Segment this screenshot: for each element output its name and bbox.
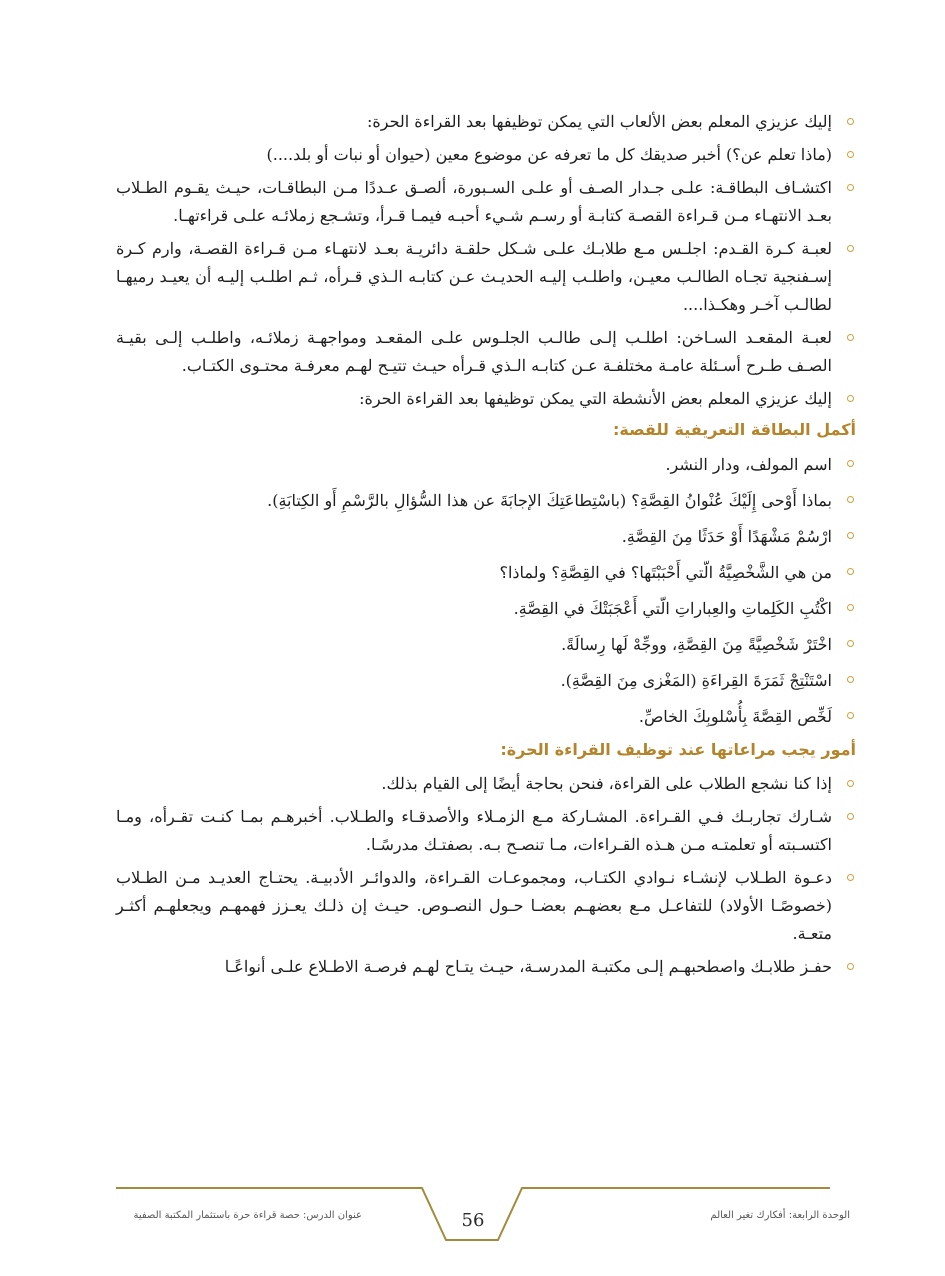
bullet-icon: [847, 118, 854, 125]
story-card-item: [116, 486, 856, 515]
intro-item-text: إليك عزيزي المعلم بعض الأنشطة التي يمكن توظيفها بعد القراءة الحرة:: [359, 389, 832, 408]
story-card-item-text: من هي الشَّخْصِيَّةُ الّتي أَحْبَبْتَها؟ في القِصَّةِ؟ ولماذا؟: [499, 563, 832, 582]
consideration-item-text: حفـز طلابـك واصطحبهـم إلـى مكتبـة المدرسـة، حيـث يتـاح لهـم فرصـة الاطـلاع علـى أنواعًـا: [224, 957, 832, 976]
consideration-item: [116, 864, 856, 948]
story-card-item-text: اسْتَنْتِجْ ثَمَرَةَ القِراءَةِ (المَغْزى مِنَ القِصَّةِ).: [560, 671, 832, 690]
bullet-icon: [847, 460, 854, 467]
footer-lesson-title: عنوان الدرس: حصة قراءة حرة باستثمار المكتبة الصفية: [133, 1210, 362, 1221]
story-card-item: [116, 450, 856, 479]
intro-item-text: اكتشـاف البطاقـة: علـى جـدار الصـف أو علـى السـبورة، ألصـق عـددًا مـن البطاقـات، حيـث يقـوم الطـلاب بعـد الانتهـاء مـن قـراءة القصـة كتابـة أو رسـم شـيء أحبـه فيمـا قـرأ، وتشـجع زملائـه علـى قراءتهـا.: [116, 178, 832, 225]
story-card-item-text: اسم المولف، ودار النشر.: [665, 455, 832, 474]
bullet-icon: [847, 395, 854, 402]
consideration-item-text: شـارك تجاربـك فـي القـراءة. المشـاركة مـع الزمـلاء والأصدقـاء والطـلاب. أخبرهـم بمـا كنـت تقـرأه، ومـا اكتسـبته أو تعلمتـه مـن هـذه القـراءات، مـا تنصـح بـه. بصفتـك مدرسًـا.: [116, 807, 832, 854]
intro-list: [116, 108, 856, 413]
intro-item: [116, 235, 856, 319]
considerations-list: [116, 770, 856, 981]
intro-item: [116, 108, 856, 136]
bullet-icon: [847, 813, 854, 820]
story-card-item: [116, 702, 856, 731]
intro-item-text: إليك عزيزي المعلم بعض الألعاب التي يمكن توظيفها بعد القراءة الحرة:: [366, 112, 832, 131]
intro-item: [116, 385, 856, 413]
story-card-item: [116, 630, 856, 659]
bullet-icon: [847, 963, 854, 970]
consideration-item: [116, 803, 856, 859]
intro-item-text: (ماذا تعلم عن؟) أخبر صديقك كل ما تعرفه عن موضوع معين (حيوان أو نبات أو بلد....): [266, 145, 832, 164]
story-card-list: [116, 450, 856, 731]
story-card-item-text: بماذا أَوْحى إِلَيْكَ عُنْوانُ القِصَّةِ؟ (باسْتِطاعَتِكَ الإجابَةَ عن هذا السُّؤالِ بالرَّسْمِ أَو الكِتابَةِ).: [267, 491, 832, 510]
consideration-item: [116, 953, 856, 981]
story-card-item-text: لَخِّص القِصَّةَ بِأُسْلوبِكَ الخاصِّ.: [638, 707, 832, 726]
bullet-icon: [847, 334, 854, 341]
bullet-icon: [847, 712, 854, 719]
bullet-icon: [847, 184, 854, 191]
bullet-icon: [847, 245, 854, 252]
page-content: [116, 108, 856, 986]
page-number: 56: [461, 1210, 485, 1231]
bullet-icon: [847, 874, 854, 881]
bullet-icon: [847, 532, 854, 539]
intro-item: [116, 141, 856, 169]
bullet-icon: [847, 568, 854, 575]
bullet-icon: [847, 640, 854, 647]
footer-unit-title: الوحدة الرابعة: أفكارك تغير العالم: [710, 1210, 850, 1221]
bullet-icon: [847, 780, 854, 787]
story-card-item-text: اخْتَرْ شَخْصِيَّةً مِنَ القِصَّةِ، ووجِّهْ لَها رِسالَةً.: [561, 635, 832, 654]
bullet-icon: [847, 676, 854, 683]
story-card-item-text: ارْسُمْ مَشْهَدًا أَوْ حَدَثًا مِنَ القِصَّةِ.: [621, 527, 832, 546]
consideration-item-text: دعـوة الطـلاب لإنشـاء نـوادي الكتـاب، ومجموعـات القـراءة، والدوائـر الأدبيـة. يحتـاج العديـد مـن الطـلاب (خصوصًـا الأولاد) للتفاعـل مـع بعضهـم بعضـا حـول النصـوص. حيـث إن ذلـك يعـزز فهمهـم ويجعلهـم أكثـر متعـة.: [116, 868, 832, 943]
intro-item-text: لعبـة المقعـد السـاخن: اطلـب إلـى طالـب الجلـوس علـى المقعـد ومواجهـة زملائـه، واطلـب إلـى بقيـة الصـف طـرح أسـئلة عامـة مختلفـة عـن كتابـه الـذي قـرأه حيـث تتيـح لهـم معرفـة محتـوى الكتـاب.: [116, 328, 832, 375]
bullet-icon: [847, 604, 854, 611]
intro-item: [116, 174, 856, 230]
story-card-item: [116, 522, 856, 551]
section-title-story-card: أكمل البطاقة التعريفية للقصة:: [613, 420, 856, 439]
section-title-considerations: أمور يجب مراعاتها عند توظيف القراءة الحرة:: [500, 740, 856, 759]
bullet-icon: [847, 496, 854, 503]
story-card-item: [116, 666, 856, 695]
story-card-item: [116, 558, 856, 587]
consideration-item: [116, 770, 856, 798]
story-card-item: [116, 594, 856, 623]
consideration-item-text: إذا كنا نشجع الطلاب على القراءة، فنحن بحاجة أيضًا إلى القيام بذلك.: [381, 774, 832, 793]
bullet-icon: [847, 151, 854, 158]
intro-item-text: لعبـة كـرة القـدم: اجلـس مـع طلابـك علـى شـكل حلقـة دائريـة بعـد لانتهـاء مـن قـراءة القصـة، وارم كـرة إسـفنجية تجـاه الطالـب معيـن، واطلـب إليـه الحديـث عـن كتابـه الـذي قـرأه، ثـم اطلـب إليـه أن يعيـد رميهـا لطالـب آخـر وهكـذا....: [116, 239, 832, 314]
story-card-item-text: اكْتُبِ الكَلِماتِ والعِباراتِ الّتي أَعْجَبَتْكَ في القِصَّةِ.: [513, 599, 832, 618]
intro-item: [116, 324, 856, 380]
